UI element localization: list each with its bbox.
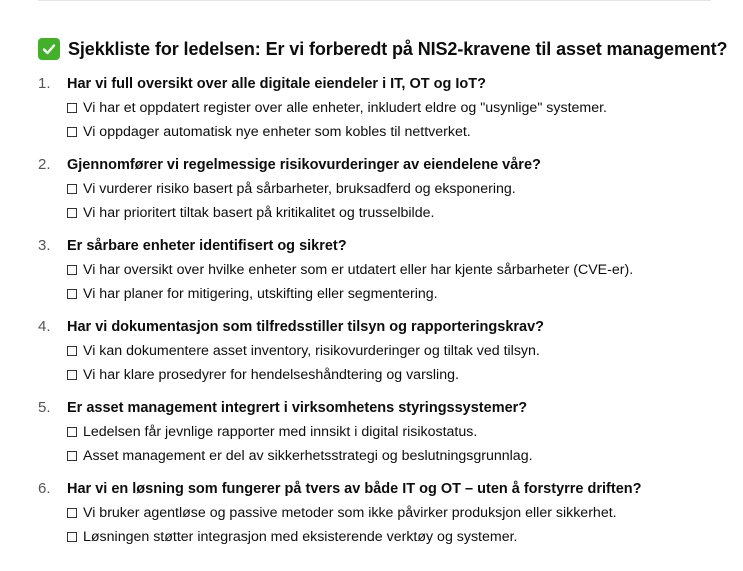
question-number: 2.: [38, 156, 51, 173]
question-number: 4.: [38, 318, 51, 335]
checklist-item-text: Vi har et oppdatert register over alle enheter, inkludert eldre og "usynlige" systemer.: [83, 100, 608, 116]
checklist-item-text: Ledelsen får jevnlige rapporter med innsikt i digital risikostatus.: [83, 424, 478, 440]
question-text: Er sårbare enheter identifisert og sikret?: [67, 238, 347, 254]
checklist-item-text: Vi vurderer risiko basert på sårbarheter, bruksadferd og eksponering.: [83, 181, 516, 197]
checkbox-icon: [67, 427, 77, 437]
question-row: [38, 234, 718, 258]
checklist-section: [38, 72, 718, 144]
question-row: [38, 153, 718, 177]
page-title: Sjekkliste for ledelsen: Er vi forberedt på NIS2-kravene til asset management?: [68, 38, 728, 59]
question-text: Er asset management integrert i virksomhetens styringssystemer?: [67, 400, 528, 416]
checklist-item: [67, 282, 718, 306]
question-row: [38, 72, 718, 96]
checklist-item-text: Vi oppdager automatisk nye enheter som kobles til nettverket.: [83, 124, 471, 140]
checklist-heading: [38, 38, 727, 60]
question-number: 5.: [38, 399, 51, 416]
checklist-item-text: Vi har planer for mitigering, utskifting eller segmentering.: [83, 286, 438, 302]
question-text: Gjennomfører vi regelmessige risikovurderinger av eiendelene våre?: [67, 157, 541, 173]
checklist-item-text: Vi har oversikt over hvilke enheter som er utdatert eller har kjente sårbarheter (CVE-er).: [83, 262, 634, 278]
question-number: 3.: [38, 237, 51, 254]
checklist-item: [67, 120, 718, 144]
question-number: 1.: [38, 75, 51, 92]
checkbox-icon: [67, 184, 77, 194]
checklist-item: [67, 96, 718, 120]
checkbox-icon: [67, 289, 77, 299]
checklist-item-text: Vi har prioritert tiltak basert på kritikalitet og trusselbilde.: [83, 205, 435, 221]
checkbox-icon: [67, 265, 77, 275]
checklist-item: [67, 363, 718, 387]
question-text: Har vi full oversikt over alle digitale eiendeler i IT, OT og IoT?: [67, 76, 486, 92]
checklist-item-text: Løsningen støtter integrasjon med eksisterende verktøy og systemer.: [83, 529, 518, 545]
checklist-section: [38, 396, 718, 468]
question-row: [38, 315, 718, 339]
checklist-section: [38, 153, 718, 225]
checkbox-icon: [67, 346, 77, 356]
checklist-item-text: Vi har klare prosedyrer for hendelseshåndtering og varsling.: [83, 367, 459, 383]
checkbox-icon: [67, 508, 77, 518]
checkbox-icon: [67, 451, 77, 461]
question-text: Har vi dokumentasjon som tilfredsstiller tilsyn og rapporteringskrav?: [67, 319, 545, 335]
checklist-item: [67, 339, 718, 363]
checkbox-icon: [67, 370, 77, 380]
question-text: Har vi en løsning som fungerer på tvers av både IT og OT – uten å forstyrre driften?: [67, 481, 642, 497]
checklist-item: [67, 501, 718, 525]
checklist-section: [38, 234, 718, 306]
checklist-item-text: Vi kan dokumentere asset inventory, risikovurderinger og tiltak ved tilsyn.: [83, 343, 540, 359]
question-row: [38, 396, 718, 420]
checkbox-icon: [67, 103, 77, 113]
checklist-item: [67, 177, 718, 201]
checklist-item: [67, 201, 718, 225]
question-number: 6.: [38, 480, 51, 497]
checklist: [38, 72, 718, 558]
checklist-section: [38, 477, 718, 549]
checklist-item-text: Vi bruker agentløse og passive metoder som ikke påvirker produksjon eller sikkerhet.: [83, 505, 617, 521]
checkbox-icon: [67, 532, 77, 542]
top-divider: [38, 0, 711, 1]
checklist-item: [67, 525, 718, 549]
checkbox-icon: [67, 127, 77, 137]
checklist-item: [67, 444, 718, 468]
checklist-section: [38, 315, 718, 387]
checkbox-icon: [67, 208, 77, 218]
check-mark-button-icon: [38, 38, 60, 60]
question-row: [38, 477, 718, 501]
checklist-item-text: Asset management er del av sikkerhetsstrategi og beslutningsgrunnlag.: [83, 448, 533, 464]
checklist-item: [67, 258, 718, 282]
checklist-item: [67, 420, 718, 444]
